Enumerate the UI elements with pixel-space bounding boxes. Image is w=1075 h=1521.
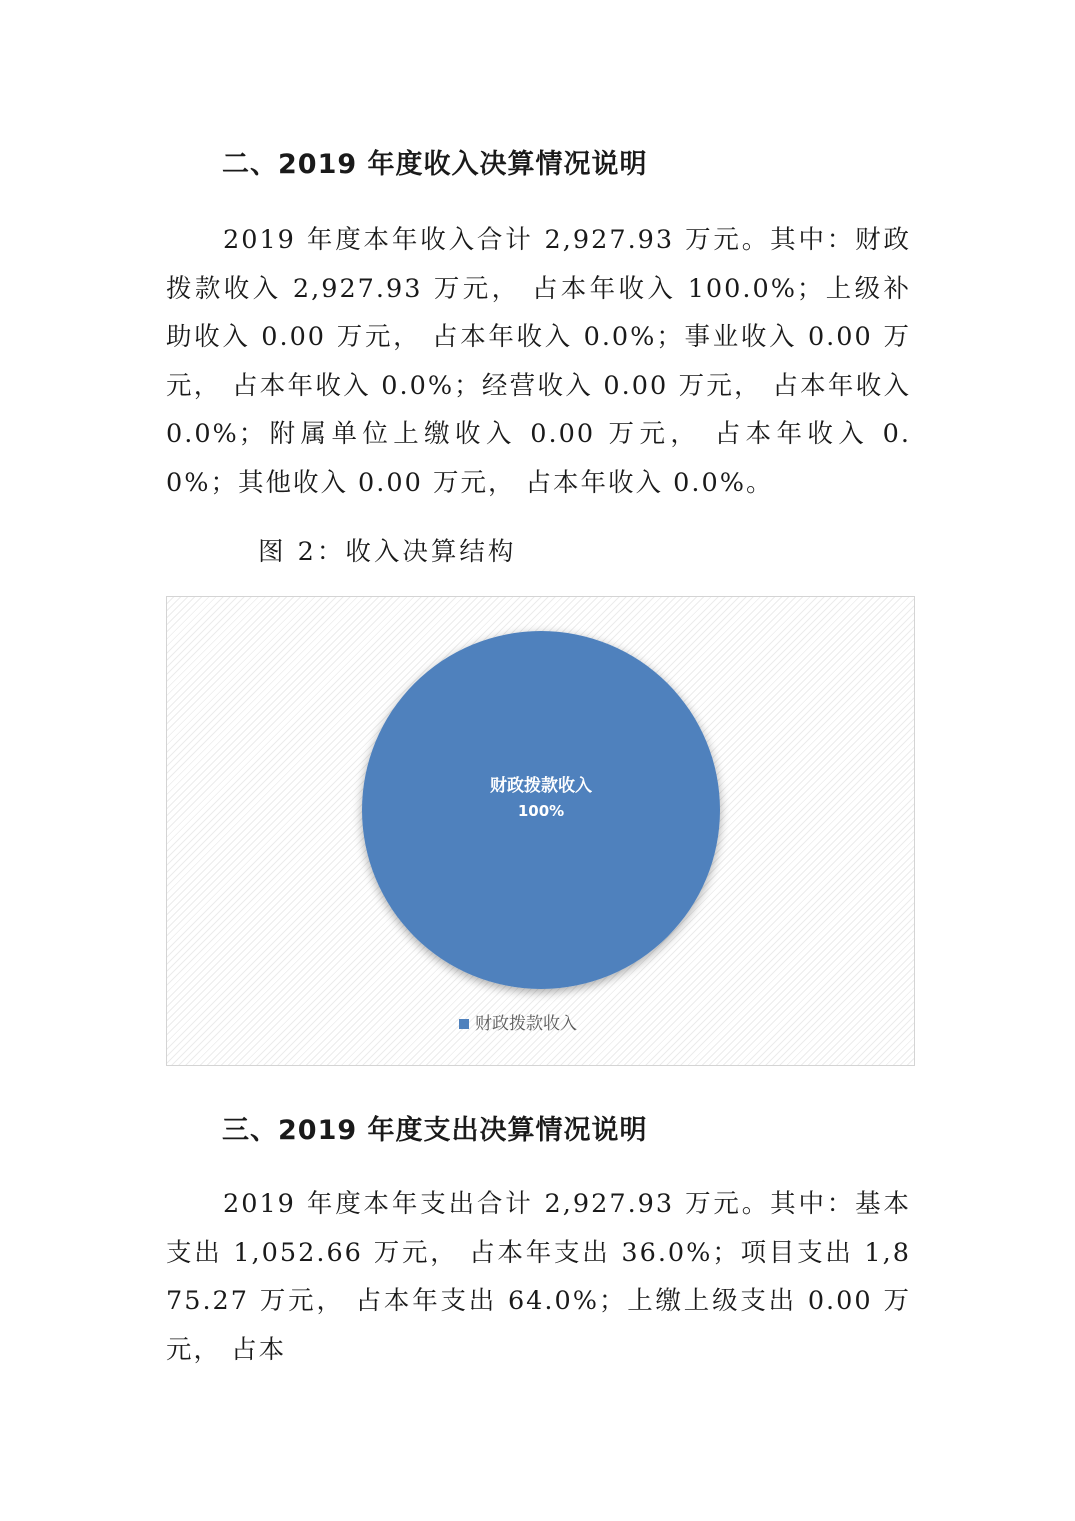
- legend-swatch: [459, 1019, 469, 1029]
- income-paragraph: 2019 年度本年收入合计 2,927.93 万元。其中：财政拨款收入 2,927.93 万元， 占本年收入 100.0%；上级补助收入 0.00 万元， 占本年收入 0.0%；事业收入 0.00 万元， 占本年收入 0.0%；经营收入 0.00 万元， 占本年收入 0.0%；附属单位上缴收入 0.00 万元， 占本年收入 0.0%；其他收入 0.00 万元， 占本年收入 0.0%。: [166, 225, 911, 498]
- section-heading-expense: 三、2019 年度支出决算情况说明: [222, 1115, 648, 1146]
- pie-slice-value-label: 100%: [517, 802, 565, 820]
- pie-slice-label: 财政拨款收入: [490, 776, 592, 796]
- expense-paragraph: 2019 年度本年支出合计 2,927.93 万元。其中：基本支出 1,052.66 万元， 占本年支出 36.0%；项目支出 1,875.27 万元， 占本年支出 64.0%；上缴上级支出 0.00 万元， 占本: [166, 1189, 911, 1365]
- figure-caption: 图 2：收入决算结构: [258, 537, 517, 567]
- pie-chart-svg: [167, 597, 916, 1067]
- income-pie-chart: [166, 596, 915, 1066]
- legend-label: 财政拨款收入: [475, 1014, 577, 1034]
- section-heading-income: 二、2019 年度收入决算情况说明: [222, 149, 648, 180]
